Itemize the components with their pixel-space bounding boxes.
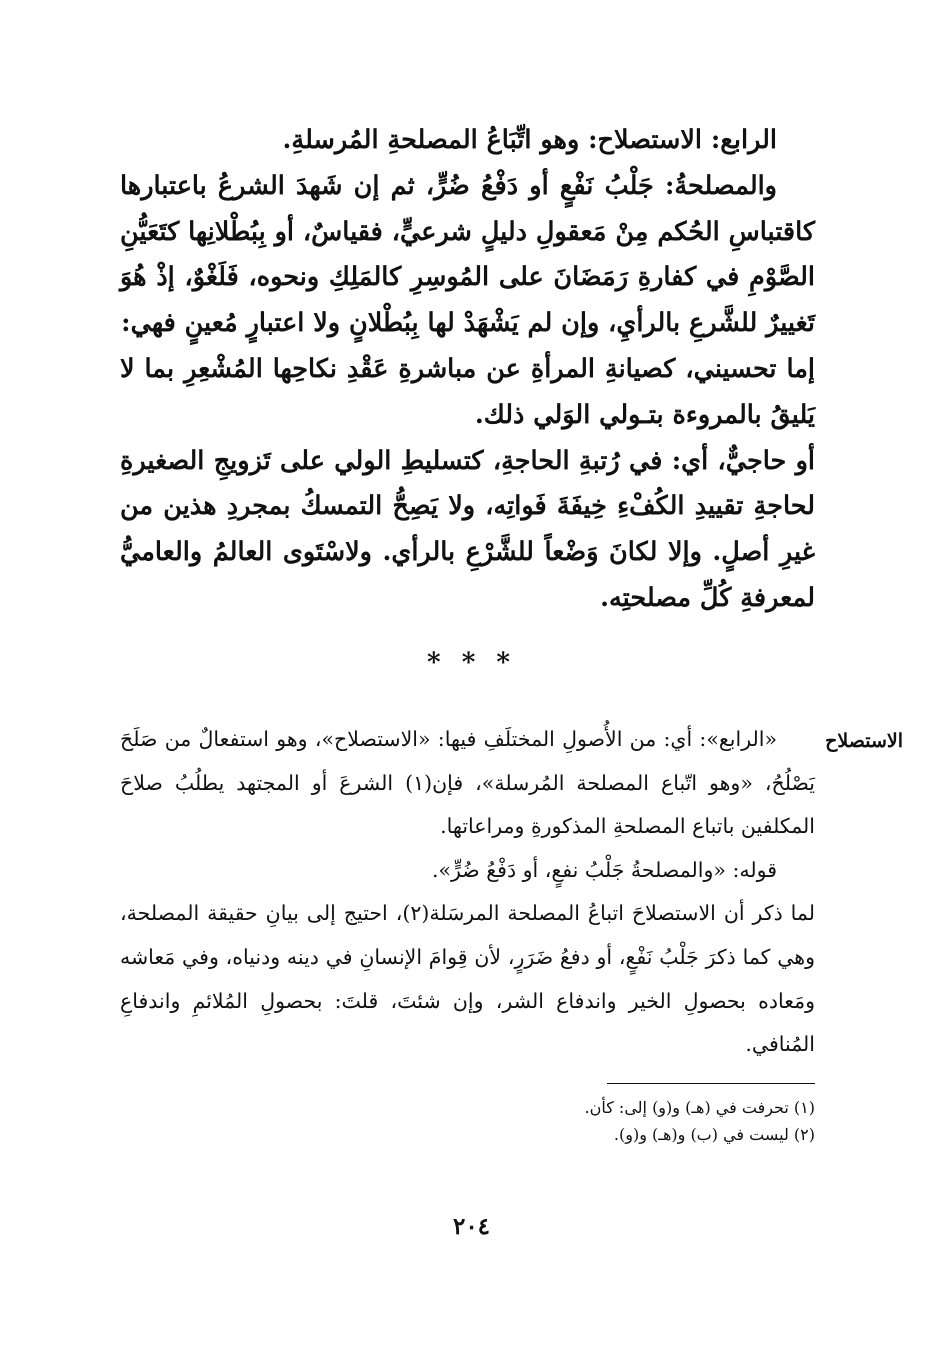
footnotes [585, 1094, 815, 1148]
commentary-paragraph-3: لما ذكر أن الاستصلاحَ اتباعُ المصلحة المرسَلة(٢)، احتيج إلى بيانِ حقيقة المصلحة، وهي كما ذكرَ جَلْبُ نَفْعٍ، أو دفعُ ضَرَرٍ، لأن قِوامَ الإنسانِ في دينه ودنياه، وفي مَعاشه ومَعاده بحصولِ الخير واندفاع الشر، وإن شئتَ، قلتَ: بحصولِ المُلائمِ واندفاعِ المُنافي. [120, 901, 815, 1057]
footnote-rule [607, 1083, 815, 1084]
main-paragraph-2: والمصلحةُ: جَلْبُ نَفْعٍ أو دَفْعُ ضُرٍّ، ثم إن شَهدَ الشرعُ باعتبارها كاقتباسِ الحُكم مِنْ مَعقولِ دليلٍ شرعيٍّ، فقياسٌ، أو بِبُطْلانِها كتَعَيُّنِ الصَّوْمِ في كفارةِ رَمَضَانَ على المُوسِرِ كالمَلِكِ ونحوه، فَلَغْوٌ، إذْ هُوَ تَغييرٌ للشَّرعِ بالرأيِ، وإن لم يَشْهَدْ لها بِبُطْلانٍ ولا اعتبارٍ مُعينٍ فهي: [120, 170, 815, 339]
footnote-1: (١) تحرفت في (هـ) و(و) إلى: كأن. [584, 1098, 815, 1117]
commentary-text [120, 718, 815, 1067]
commentary-paragraph-2: قوله: «والمصلحةُ جَلْبُ نفعٍ، أو دَفْعُ ضُرٍّ». [431, 857, 777, 882]
section-separator: * * * [427, 648, 516, 678]
commentary-paragraph-1: «الرابع»: أي: من الأُصولِ المختلَفِ فيها: «الاستصلاح»، وهو استفعالٌ من صَلَحَ يَصْلُحُ، «وهو اتّباع المصلحة المُرسلة»، فإن(١) الشرعَ أو المجتهد يطلُبُ صلاحَ المكلفين باتباع المصلحةِ المذكورةِ ومراعاتها. [120, 727, 815, 839]
main-paragraph-4: أو حاجيٌّ، أي: في رُتبةِ الحاجةِ، كتسليطِ الولي على تَزويجِ الصغيرةِ لحاجةِ تقييدِ الكُفْءِ خِيفَةَ فَواتِه، ولا يَصِحُّ التمسكُ بمجردِ هذين من غيرِ أصلٍ. وإلا لكانَ وَضْعاً للشَّرْعِ بالرأي. ولاسْتَوى العالمُ والعاميُّ لمعرفةِ كُلِّ مصلحتِه. [120, 445, 815, 613]
page-number: ٢٠٤ [452, 1213, 491, 1240]
main-paragraph-1: الرابع: الاستصلاح: وهو اتِّبَاعُ المصلحةِ المُرسلةِ. [282, 125, 777, 155]
main-text [120, 118, 815, 622]
footnote-2: (٢) ليست في (ب) و(هـ) و(و). [613, 1125, 815, 1144]
main-paragraph-3: إما تحسيني، كصيانةِ المرأةِ عن مباشرةِ عَقْدِ نكاحِها المُشْعِرِ بما لا يَليقُ بالمروءة بتـولي الوَلي ذلك. [120, 353, 815, 430]
margin-note: الاستصلاح [825, 730, 903, 752]
